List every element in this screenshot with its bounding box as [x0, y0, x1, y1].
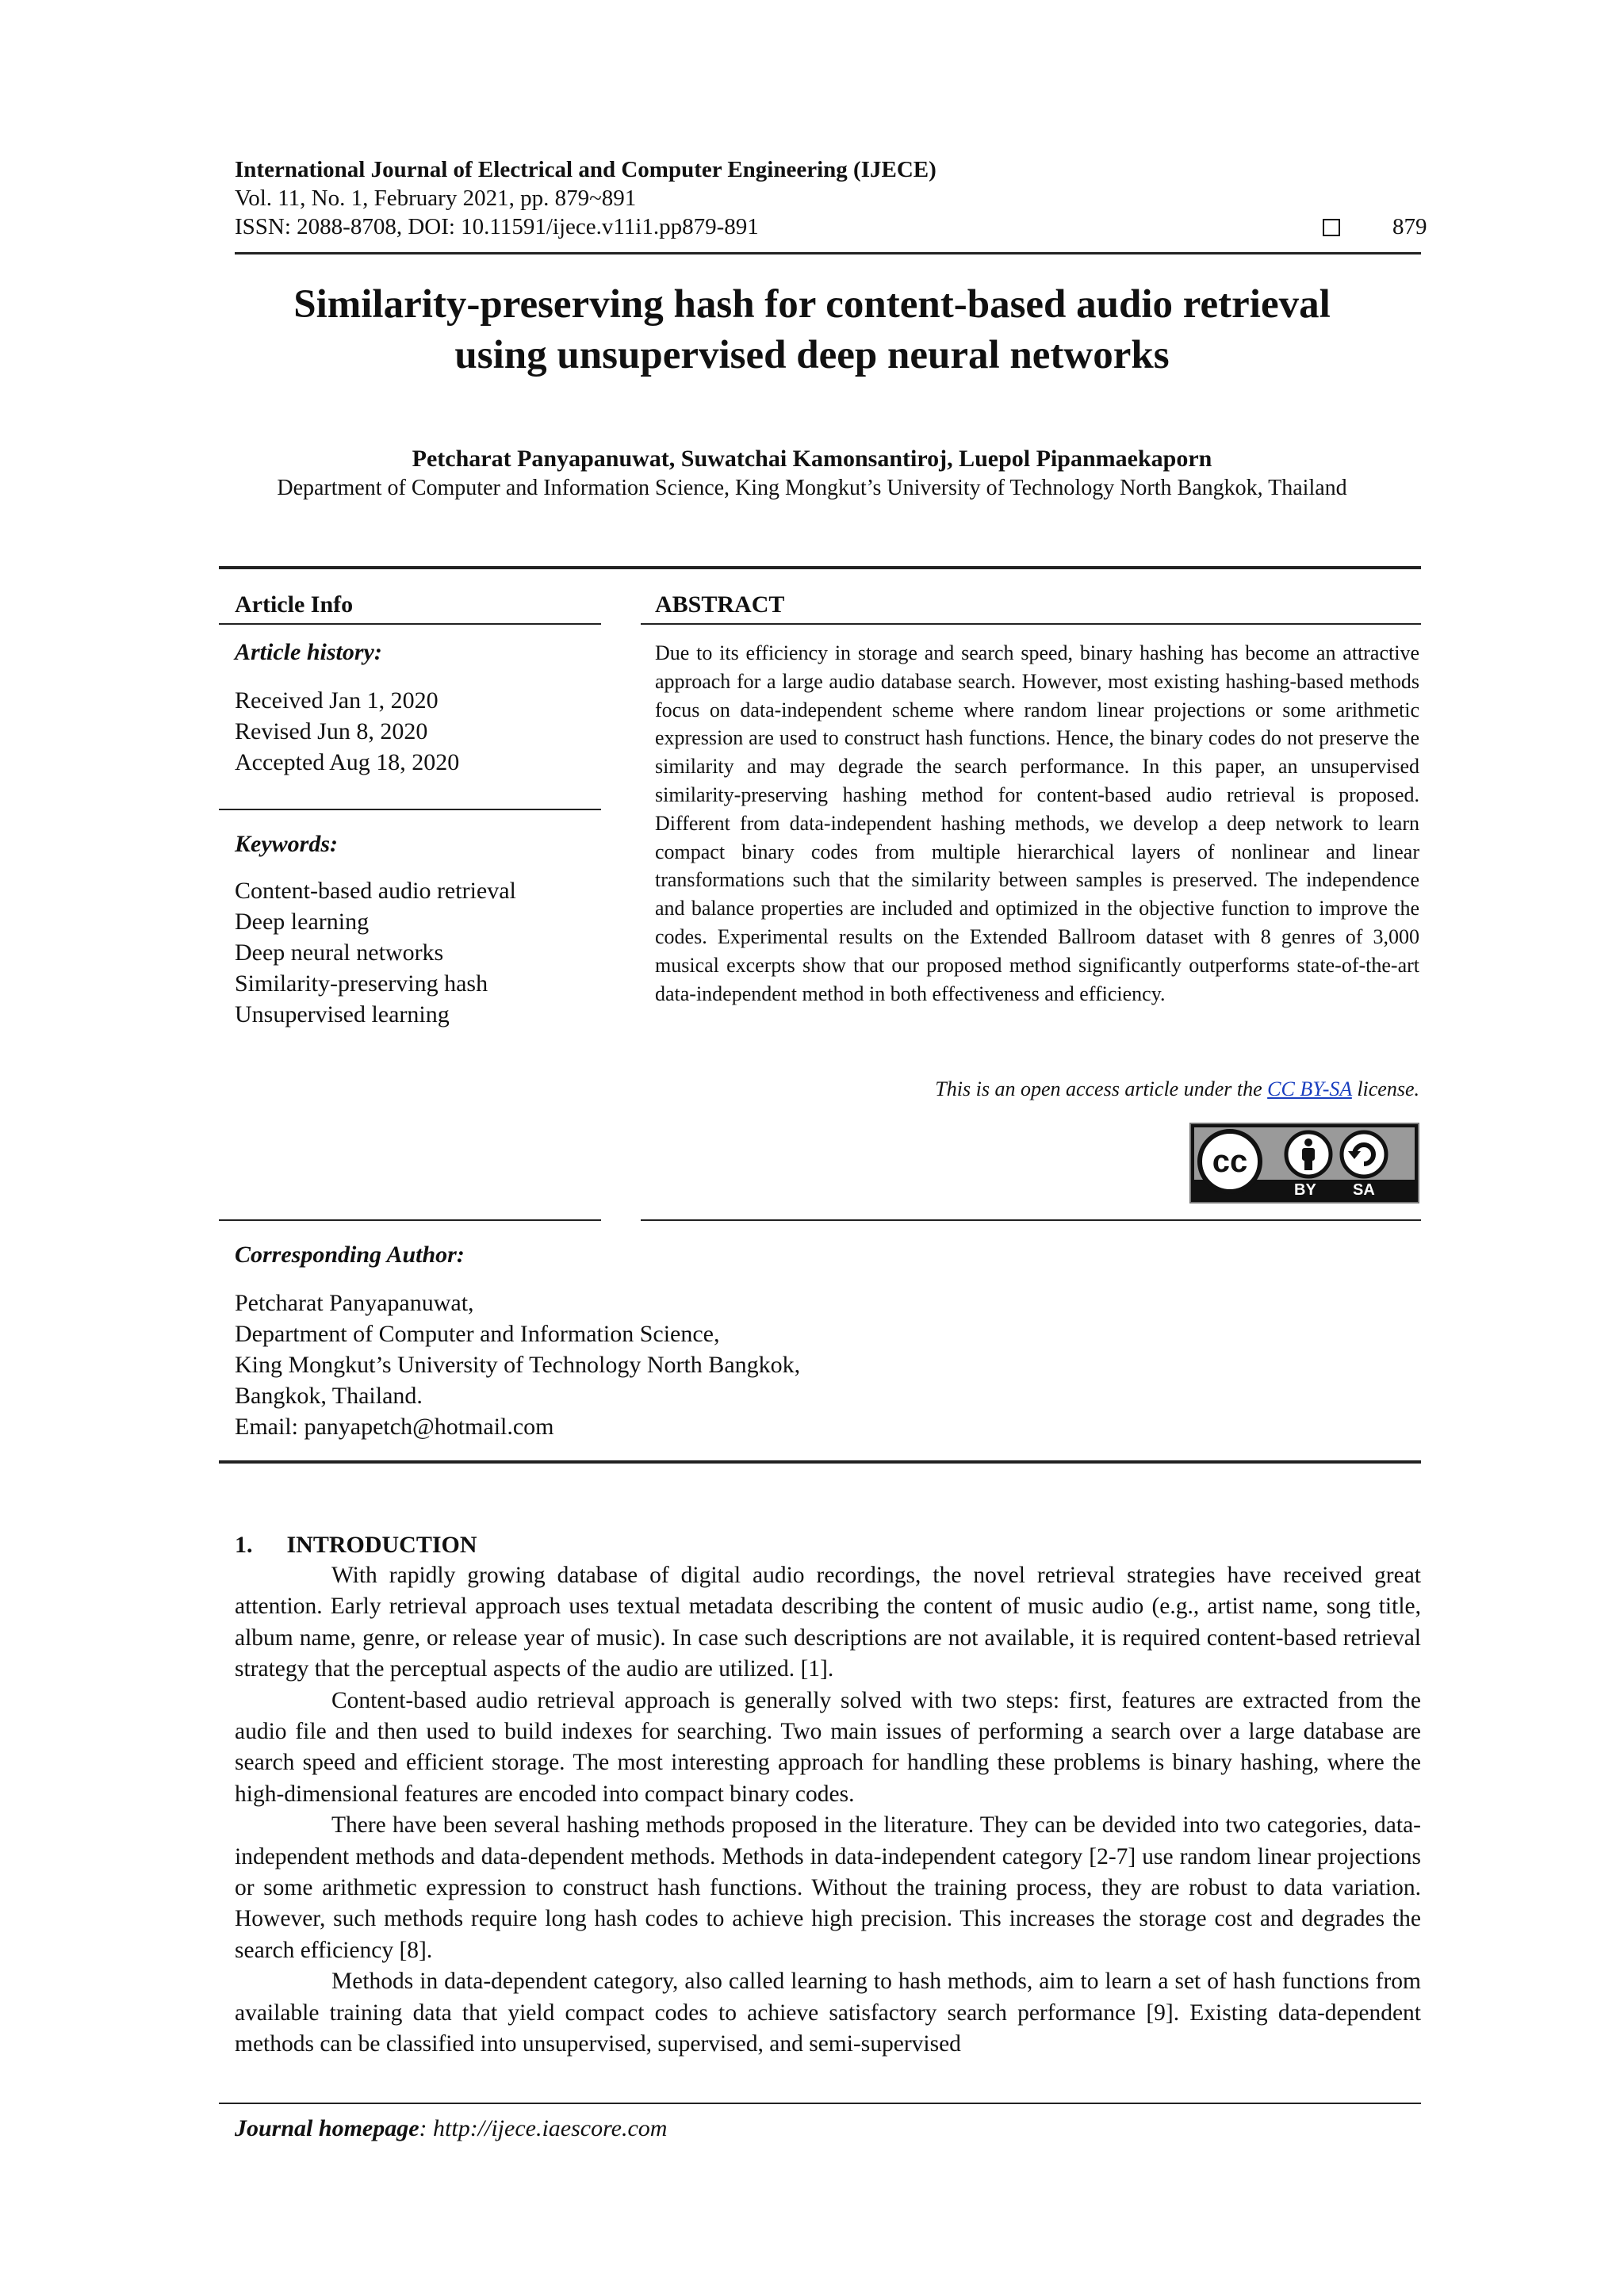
keywords-list	[235, 875, 516, 1030]
keyword-item: Deep neural networks	[235, 939, 444, 966]
section-number: 1.	[235, 1532, 253, 1558]
history-revised: Revised Jun 8, 2020	[235, 718, 428, 744]
share-alike-icon	[1339, 1129, 1389, 1180]
keyword-item: Deep learning	[235, 909, 370, 935]
license-prefix: This is an open access article under the	[935, 1077, 1268, 1100]
license-suffix: license.	[1351, 1077, 1419, 1100]
abstract-bottom-rule	[641, 1219, 1421, 1221]
corresponding-line: King Mongkut’s University of Technology North Bangkok,	[235, 1352, 801, 1378]
section-heading	[235, 1530, 477, 1560]
footer-rule	[219, 2103, 1421, 2104]
corresponding-line: Petcharat Panyapanuwat,	[235, 1290, 474, 1316]
affiliation: Department of Computer and Information Science, King Mongkut’s University of Technology North Bangkok, Thailand	[277, 476, 1347, 500]
corresponding-line: Bangkok, Thailand.	[235, 1383, 423, 1409]
paragraph: With rapidly growing database of digital audio recordings, the novel retrieval strategies have received great attention. Early retrieval approach uses textual metadata describing the content of music audio (e.g., artist name, song title, album name, genre, or release year of music). In case such descriptions are not available, it is required content-based retrieval strategy that the perceptual aspects of the audio are utilized. [1].	[235, 1563, 1421, 1682]
history-list	[235, 685, 459, 778]
paragraph: Methods in data-dependent category, also called learning to hash methods, aim to learn a set of hash functions from available training data that yield compact codes to achieve satisfactory search performance [9]. Existing data-dependent methods can be classified into unsupervised, supervised, and semi-supervised	[235, 1969, 1421, 2057]
corresponding-line: Department of Computer and Information Science,	[235, 1321, 720, 1347]
abstract-text: Due to its efficiency in storage and search speed, binary hashing has become an attractive approach for a large audio database search. However, most existing hashing-based methods focus on data-independent scheme where random linear projections or some arithmetic expression are used to construct hash functions. Hence, the binary codes do not preserve the similarity and may degrade the search performance. In this paper, an unsupervised similarity-preserving hashing method for content-based audio retrieval is proposed. Different from data-independent hashing methods, we develop a deep network to learn compact binary codes from multiple hierarchical layers of nonlinear and linear transformations such that the similarity between samples is preserved. The independence and balance properties are included and optimized in the objective function to improve the codes. Experimental results on the Extended Ballroom dataset with 8 genres of 3,000 musical excerpts show that our proposed method significantly outperforms state-of-the-art data-independent method in both effectiveness and efficiency.	[655, 641, 1419, 1005]
journal-issn: ISSN: 2088-8708, DOI: 10.11591/ijece.v11i1.pp879-891	[235, 214, 759, 239]
header-rule	[235, 252, 1421, 254]
corresponding-details	[235, 1288, 800, 1442]
journal-volume: Vol. 11, No. 1, February 2021, pp. 879~891	[235, 186, 637, 211]
introduction-body	[235, 1560, 1421, 2061]
keyword-item: Content-based audio retrieval	[235, 878, 516, 904]
history-received: Received Jan 1, 2020	[235, 687, 439, 714]
keyword-item: Similarity-preserving hash	[235, 970, 488, 997]
authors: Petcharat Panyapanuwat, Suwatchai Kamonsantiroj, Luepol Pipanmaekaporn	[412, 446, 1212, 472]
square-icon	[1323, 219, 1340, 236]
cc-by-sa-link[interactable]: CC BY-SA	[1267, 1077, 1352, 1100]
article-info-bottom-rule	[219, 1219, 601, 1221]
cc-icon: cc	[1197, 1129, 1262, 1194]
title-line-2: using unsupervised deep neural networks	[454, 333, 1170, 377]
license-note	[655, 1075, 1419, 1104]
history-accepted: Accepted Aug 18, 2020	[235, 749, 460, 775]
journal-name: International Journal of Electrical and Computer Engineering (IJECE)	[235, 157, 936, 182]
history-heading: Article history:	[235, 639, 382, 665]
title-line-1: Similarity-preserving hash for content-based audio retrieval	[293, 282, 1331, 327]
page-number: 879	[1392, 214, 1427, 239]
section-rule-bottom	[219, 1460, 1421, 1464]
by-label: BY	[1294, 1181, 1316, 1199]
paragraph: There have been several hashing methods proposed in the literature. They can be devided into two categories, data-independent methods and data-dependent methods. Methods in data-independent category [2-7] use random linear projections or some arithmetic expression to construct hash functions. Without the training process, they are robust to data variation. However, such methods require long hash codes to achieve high precision. This increases the storage cost and degrades the search efficiency [8].	[235, 1812, 1421, 1963]
sa-label: SA	[1353, 1181, 1375, 1199]
paragraph: Content-based audio retrieval approach is generally solved with two steps: first, features are extracted from the audio file and then used to build indexes for searching. Two main issues of performing a search over a large database are search speed and efficient storage. The most interesting approach for handling these problems is binary hashing, where the high-dimensional features are encoded into compact binary codes.	[235, 1687, 1421, 1807]
footer-label: Journal homepage	[235, 2115, 419, 2141]
article-info-heading: Article Info	[235, 591, 354, 618]
journal-homepage-link[interactable]: : http://ijece.iaescore.com	[419, 2115, 668, 2141]
section-title: INTRODUCTION	[286, 1532, 477, 1558]
footer	[235, 2115, 667, 2142]
corresponding-heading: Corresponding Author:	[235, 1242, 465, 1268]
abstract-rule	[641, 623, 1421, 625]
section-rule-top	[219, 566, 1421, 569]
keywords-heading: Keywords:	[235, 831, 338, 857]
cc-by-sa-badge[interactable]	[1189, 1123, 1419, 1203]
attribution-icon	[1283, 1129, 1334, 1180]
abstract-heading: ABSTRACT	[655, 591, 785, 618]
keywords-rule	[219, 809, 601, 810]
article-info-rule	[219, 623, 601, 625]
corresponding-email: Email: panyapetch@hotmail.com	[235, 1414, 554, 1440]
keyword-item: Unsupervised learning	[235, 1001, 450, 1027]
paper-title	[190, 279, 1434, 381]
